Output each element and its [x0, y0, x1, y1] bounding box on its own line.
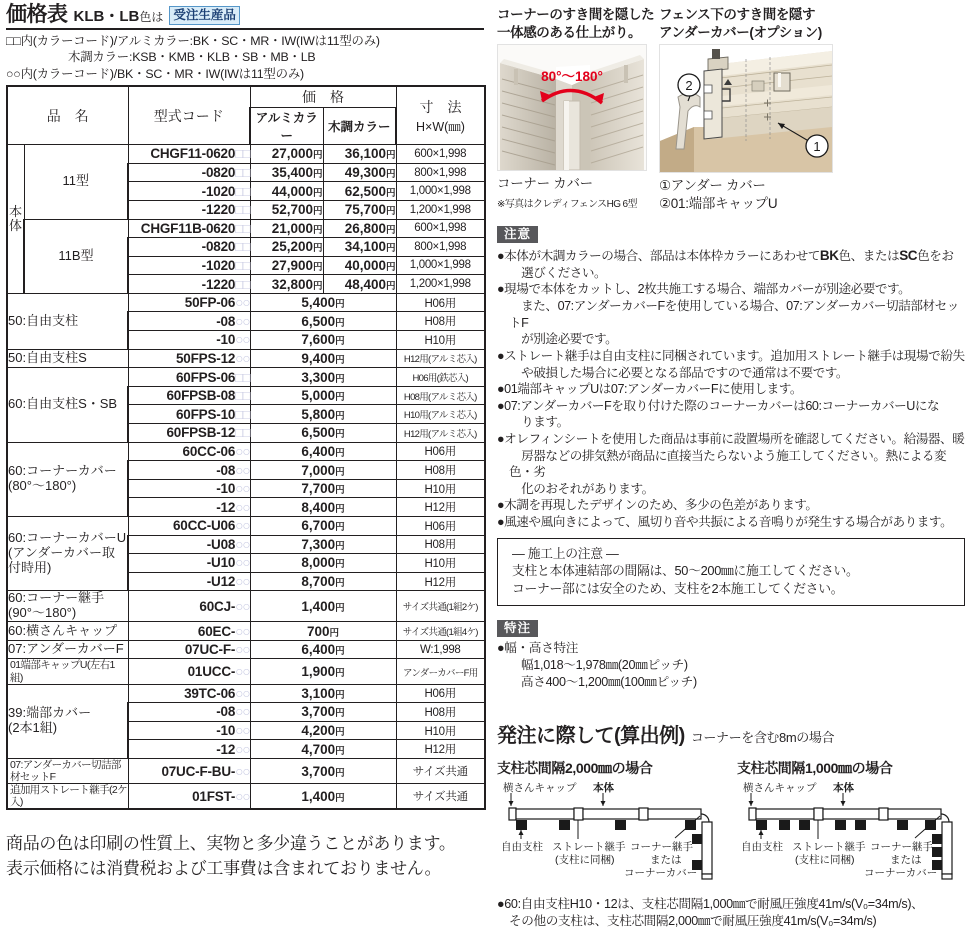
notice-item-main: ●01端部キャップUは07:アンダーカバーFに使用します。 [497, 382, 803, 397]
dimension: H12用 [396, 498, 485, 517]
wind-resistance-note-line-1: ●60:自由支柱H10・12は、支柱芯間隔1,000㎜で耐風圧強度41m/s(V₀=34m/s)、 [497, 897, 924, 912]
price: 4,200円 [250, 721, 396, 740]
diagram-corner-label-left-2: または [650, 854, 682, 867]
model-type-label: 11B型 [24, 219, 128, 293]
dimension: アンダーカバーF用 [396, 659, 485, 684]
price: 1,900円 [250, 659, 396, 684]
dimension: H06用 [396, 442, 485, 461]
notice-item [497, 497, 965, 514]
diagram-1000 [737, 758, 959, 889]
model-code: 07UC-F-○○ [128, 640, 250, 659]
photo-row [497, 6, 965, 214]
model-code: -1220□□ [128, 200, 250, 219]
under-cover-heading [659, 6, 834, 41]
model-code: 60CC-06○○ [128, 442, 250, 461]
under-cover-photo [659, 44, 833, 173]
table-row [7, 659, 485, 684]
model-code: 60CC-U06○○ [128, 517, 250, 536]
diagram-corner-label-left-3: コーナーカバー [624, 867, 698, 880]
dimension: 1,200×1,998 [396, 275, 485, 294]
price-alumi: 27,000円 [250, 145, 323, 164]
price: 1,400円 [250, 591, 396, 622]
dimension: H08用 [396, 703, 485, 722]
price: 3,100円 [250, 684, 396, 703]
dimension: 800×1,998 [396, 238, 485, 257]
diagram-post-label-right: 自由支柱 [741, 841, 783, 854]
dimension: 1,000×1,998 [396, 256, 485, 275]
model-code: 01UCC-○○ [128, 659, 250, 684]
table-row [7, 349, 485, 368]
under-cover-heading-line-2: アンダーカバー(オプション) [659, 24, 822, 40]
diagram-joint-label-left-2: (支柱に同梱) [555, 854, 615, 867]
dimension: H12用 [396, 740, 485, 759]
model-code: -U10○○ [128, 554, 250, 573]
table-row [7, 622, 485, 641]
model-code: 50FP-06○○ [128, 293, 250, 312]
model-code: -10○○ [128, 479, 250, 498]
dimension: H08用 [396, 312, 485, 331]
price-alumi: 44,000円 [250, 182, 323, 201]
dimension: H06用 [396, 517, 485, 536]
special-order-height: 高さ400〜1,200㎜(100㎜ピッチ) [521, 675, 697, 690]
table-row [7, 758, 485, 783]
price: 3,700円 [250, 758, 396, 783]
model-code: 39TC-06○○ [128, 684, 250, 703]
part-name: 60:コーナーカバー (80°〜180°) [7, 442, 128, 516]
angle-range-label: 80°〜180° [541, 69, 603, 85]
diagram-corner-label-right-1: コーナー継手 [870, 841, 933, 854]
price: 7,700円 [250, 479, 396, 498]
special-order-item-main: ●幅・高さ特注 [497, 641, 579, 656]
dimension: H06用 [396, 293, 485, 312]
price: 8,000円 [250, 554, 396, 573]
part-name: 50:自由支柱S [7, 349, 128, 368]
part-name: 追加用ストレート継手(2ケ入) [7, 784, 128, 810]
marker-1-label: 1 [813, 139, 821, 155]
header-code: 型式コード [128, 86, 250, 145]
price: 3,300円 [250, 368, 396, 387]
price: 5,800円 [250, 405, 396, 424]
price-wood: 26,800円 [323, 219, 396, 238]
notice-item [497, 247, 965, 281]
model-code: 01FST-○○ [128, 784, 250, 810]
header-price-alumi: アルミカラー [250, 108, 323, 145]
notice-item [497, 398, 965, 431]
footnote-line-1: 商品の色は印刷の性質上、実物と多少違うことがあります。 [6, 834, 456, 854]
model-code: -10○○ [128, 721, 250, 740]
price: 1,400円 [250, 784, 396, 810]
price-footnote [6, 832, 484, 881]
notice-item-continuation: 房器などの排気熱が商品に直接当たらないよう施工してください。熱による変色・劣 [509, 448, 947, 480]
notice-item-continuation: 選びください。 [509, 265, 607, 280]
price-wood: 75,700円 [323, 200, 396, 219]
price: 6,500円 [250, 312, 396, 331]
notice-item [497, 514, 965, 531]
notice-item-main: ●風速や風向きによって、風切り音や共振による音鳴りが発生する場合があります。 [497, 514, 953, 529]
price: 6,400円 [250, 640, 396, 659]
model-code: -12○○ [128, 740, 250, 759]
left-column [6, 4, 484, 881]
wind-resistance-note [497, 896, 965, 930]
special-order-width: 幅1,018〜1,978㎜(20㎜ピッチ) [521, 658, 688, 673]
price: 6,700円 [250, 517, 396, 536]
notice-item-main: ●ストレート継手は自由支柱に同梱されています。追加用ストレート継手は現場で紛失 [497, 348, 965, 363]
notice-item [497, 381, 965, 398]
price: 8,700円 [250, 572, 396, 591]
model-code: -0820□□ [128, 163, 250, 182]
installation-notice-line-2: コーナー部には安全のため、支柱を2本施工してください。 [512, 580, 844, 596]
corner-cover-label: コーナー カバー [497, 176, 593, 192]
part-name: 07:アンダーカバー切詰部材セットF [7, 758, 128, 783]
color-code-line-3: ○○内(カラーコード)/BK・SC・MR・IW(IWは11型のみ) [6, 66, 304, 81]
model-code: -10○○ [128, 331, 250, 350]
notice-item-main: ●オレフィンシートを使用した商品は事前に設置場所を確認してください。給湯器、暖 [497, 431, 965, 446]
table-row [7, 784, 485, 810]
corner-cover-photo-block [497, 6, 655, 214]
part-name: 50:自由支柱 [7, 293, 128, 349]
notice-badge: 注意 [497, 226, 538, 244]
dimension: サイズ共通(1組4ケ) [396, 622, 485, 641]
corner-cover-photo [497, 44, 647, 171]
price-wood: 40,000円 [323, 256, 396, 275]
title-color-codes: KLB・LB [73, 8, 140, 25]
price-alumi: 27,900円 [250, 256, 323, 275]
model-code: 60CJ-○○ [128, 591, 250, 622]
color-code-legend [6, 30, 484, 85]
dimension: 1,200×1,998 [396, 200, 485, 219]
installation-notice-line-1: 支柱と本体連結部の間隔は、50〜200㎜に施工してください。 [512, 563, 859, 579]
corner-cover-photo-note: ※写真はクレディフェンスHG 6型 [497, 199, 637, 211]
color-code-line-1: □□内(カラーコード)/アルミカラー:BK・SC・MR・IW(IWは11型のみ) [6, 34, 380, 48]
table-header-row-1 [7, 86, 485, 108]
notice-item-main: ●07:アンダーカバーFを取り付けた際のコーナーカバーは60:コーナーカバーUにな [497, 398, 940, 413]
special-order-section [497, 619, 965, 692]
dimension: 600×1,998 [396, 145, 485, 164]
table-row [7, 640, 485, 659]
model-code: -1020□□ [128, 182, 250, 201]
price-alumi: 52,700円 [250, 200, 323, 219]
diagram-2000 [497, 758, 719, 889]
dimension: H06用(鉄芯入) [396, 368, 485, 387]
price: 4,700円 [250, 740, 396, 759]
model-code: -08○○ [128, 703, 250, 722]
dimension: H12用(アルミ芯入) [396, 424, 485, 443]
corner-cover-illustration [498, 45, 646, 170]
dimension: サイズ共通 [396, 758, 485, 783]
part-name: 60:自由支柱S・SB [7, 368, 128, 442]
dimension: 600×1,998 [396, 219, 485, 238]
special-order-badge: 特注 [497, 620, 538, 638]
dimension: H06用 [396, 684, 485, 703]
price-alumi: 21,000円 [250, 219, 323, 238]
header-price-wood: 木調カラー [323, 108, 396, 145]
model-code: -0820□□ [128, 238, 250, 257]
model-code: -08○○ [128, 312, 250, 331]
under-cover-photo-block [659, 6, 834, 214]
table-row [7, 368, 485, 387]
dimension: サイズ共通 [396, 784, 485, 810]
model-code: -U12○○ [128, 572, 250, 591]
price: 6,400円 [250, 442, 396, 461]
price: 7,000円 [250, 461, 396, 480]
table-row [7, 684, 485, 703]
price: 8,400円 [250, 498, 396, 517]
under-cover-label-1: ①アンダー カバー [659, 178, 766, 194]
price: 6,500円 [250, 424, 396, 443]
price: 3,700円 [250, 703, 396, 722]
dimension: H08用(アルミ芯入) [396, 386, 485, 405]
diagram-cap-label-right: 横さんキャップ [743, 782, 817, 795]
part-name: 01端部キャップU(左右1組) [7, 659, 128, 684]
model-code: 60FPSB-12□□ [128, 424, 250, 443]
diagram-1000-illustration [737, 782, 959, 884]
dimension: H08用 [396, 461, 485, 480]
special-order-list [497, 640, 965, 691]
table-row [7, 219, 485, 238]
special-order-item [497, 640, 965, 691]
dimension: H08用 [396, 535, 485, 554]
model-code: 60EC-○○ [128, 622, 250, 641]
under-cover-labels [659, 177, 834, 213]
price-wood: 49,300円 [323, 163, 396, 182]
under-cover-illustration [660, 45, 832, 172]
price: 700円 [250, 622, 396, 641]
diagram-cap-label-left: 横さんキャップ [503, 782, 577, 795]
dimension: H12用 [396, 572, 485, 591]
table-row [7, 591, 485, 622]
diagram-body-label-right: 本体 [833, 782, 854, 795]
price-alumi: 35,400円 [250, 163, 323, 182]
table-row [7, 442, 485, 461]
dimension: 1,000×1,998 [396, 182, 485, 201]
model-code: CHGF11-0620□□ [128, 145, 250, 164]
corner-cover-heading-line-2: 一体感のある仕上がり。 [497, 24, 642, 40]
right-column [497, 6, 965, 930]
part-name: 07:アンダーカバーF [7, 640, 128, 659]
price: 5,000円 [250, 386, 396, 405]
color-code-line-2: 木調カラー:KSB・KMB・KLB・SB・MB・LB [68, 50, 316, 65]
corner-cover-heading-line-1: コーナーのすき間を隠した [497, 7, 655, 22]
table-row [7, 517, 485, 536]
price-alumi: 25,200円 [250, 238, 323, 257]
order-example-subtitle: コーナーを含む8mの場合 [690, 730, 835, 746]
page-title: 価格表 [6, 3, 68, 26]
header-price: 価 格 [250, 86, 396, 108]
part-name: 60:横さんキャップ [7, 622, 128, 641]
under-cover-label-2: ②01:端部キャップU [659, 196, 778, 212]
diagram-2000-title: 支柱芯間隔2,000㎜の場合 [497, 760, 653, 777]
notice-item [497, 348, 965, 381]
table-row [7, 293, 485, 312]
part-name: 60:コーナーカバーU (アンダーカバー取付時用) [7, 517, 128, 591]
under-cover-heading-line-1: フェンス下のすき間を隠す [659, 7, 816, 22]
title-subtext [74, 9, 164, 25]
notice-item-main: ●本体が木調カラーの場合、部品は本体枠カラーにあわせてBK色、またはSC色をお [497, 248, 954, 264]
model-type-label: 11型 [24, 145, 128, 219]
price-wood: 62,500円 [323, 182, 396, 201]
wind-resistance-note-line-2: その他の支柱は、支柱芯間隔2,000㎜で耐風圧強度41m/s(V₀=34m/s) [509, 914, 877, 929]
model-code: CHGF11B-0620□□ [128, 219, 250, 238]
dimension: H10用 [396, 721, 485, 740]
notice-item-continuation: 化のおそれがあります。 [509, 481, 654, 496]
model-code: 07UC-F-BU-○○ [128, 758, 250, 783]
price-table [6, 85, 486, 810]
diagram-body-label-left: 本体 [593, 782, 614, 795]
diagram-joint-label-left-1: ストレート継手 [552, 841, 626, 854]
price: 9,400円 [250, 349, 396, 368]
price-list-title-row [6, 4, 484, 28]
notice-item-main: ●木調を再現したデザインのため、多少の色差があります。 [497, 498, 818, 513]
diagram-corner-label-right-2: または [890, 854, 922, 867]
price: 7,600円 [250, 331, 396, 350]
notice-item-continuation: が別途必要です。 [509, 332, 618, 347]
diagram-corner-label-left-1: コーナー継手 [630, 841, 693, 854]
notice-item [497, 431, 965, 497]
order-example-header [497, 719, 965, 748]
model-code: 60FPSB-08□□ [128, 386, 250, 405]
diagram-2000-illustration [497, 782, 719, 884]
installation-notice-title: ― 施工上の注意 ― [512, 545, 619, 561]
diagram-corner-label-right-3: コーナーカバー [864, 867, 938, 880]
diagram-joint-label-right-1: ストレート継手 [792, 841, 866, 854]
model-code: -U08○○ [128, 535, 250, 554]
table-row [7, 145, 485, 164]
model-code: -08○○ [128, 461, 250, 480]
notice-item-continuation: や破損した場合に必要となる部品ですので通常は不要です。 [509, 365, 849, 380]
order-diagram-row [497, 758, 965, 889]
order-example-title: 発注に際して(算出例) [497, 725, 685, 748]
diagram-joint-label-right-2: (支柱に同梱) [795, 854, 855, 867]
marker-2-label: 2 [685, 78, 693, 94]
notice-list [497, 247, 965, 531]
header-name: 品 名 [7, 86, 128, 145]
title-color-suffix: 色は [139, 10, 164, 24]
diagram-1000-title: 支柱芯間隔1,000㎜の場合 [737, 760, 893, 777]
dimension: 800×1,998 [396, 163, 485, 182]
installation-notice-box [497, 538, 965, 606]
notice-item-continuation: また、07:アンダーカバーFを使用している場合、07:アンダーカバー切詰部材セットF [509, 299, 959, 330]
price: 7,300円 [250, 535, 396, 554]
price-wood: 34,100円 [323, 238, 396, 257]
model-code: 60FPS-10□□ [128, 405, 250, 424]
made-to-order-badge: 受注生産品 [169, 6, 240, 26]
dimension: W:1,998 [396, 640, 485, 659]
model-code: -1220□□ [128, 275, 250, 294]
dimension: H10用 [396, 554, 485, 573]
price: 5,400円 [250, 293, 396, 312]
group-label-body: 本 体 [7, 145, 24, 294]
price-alumi: 32,800円 [250, 275, 323, 294]
corner-cover-heading [497, 6, 655, 41]
dimension: H10用 [396, 331, 485, 350]
model-code: -12○○ [128, 498, 250, 517]
notice-item-continuation: ります。 [509, 415, 569, 430]
price-wood: 36,100円 [323, 145, 396, 164]
notice-item [497, 281, 965, 347]
notice-section [497, 225, 965, 606]
dimension: サイズ共通(1組2ケ) [396, 591, 485, 622]
model-code: -1020□□ [128, 256, 250, 275]
footnote-line-2: 表示価格には消費税および工事費は含まれておりません。 [6, 858, 442, 878]
dimension: H10用(アルミ芯入) [396, 405, 485, 424]
notice-item-main: ●現場で本体をカットし、2枚共施工する場合、端部カバーが別途必要です。 [497, 282, 911, 297]
model-code: 60FPS-06□□ [128, 368, 250, 387]
part-name: 39:端部カバー (2本1組) [7, 684, 128, 758]
header-dimension: 寸 法 H×W(㎜) [396, 86, 485, 145]
part-name: 60:コーナー継手 (90°〜180°) [7, 591, 128, 622]
diagram-post-label-left: 自由支柱 [501, 841, 543, 854]
dimension: H12用(アルミ芯入) [396, 349, 485, 368]
model-code: 50FPS-12○○ [128, 349, 250, 368]
dimension: H10用 [396, 479, 485, 498]
price-wood: 48,400円 [323, 275, 396, 294]
